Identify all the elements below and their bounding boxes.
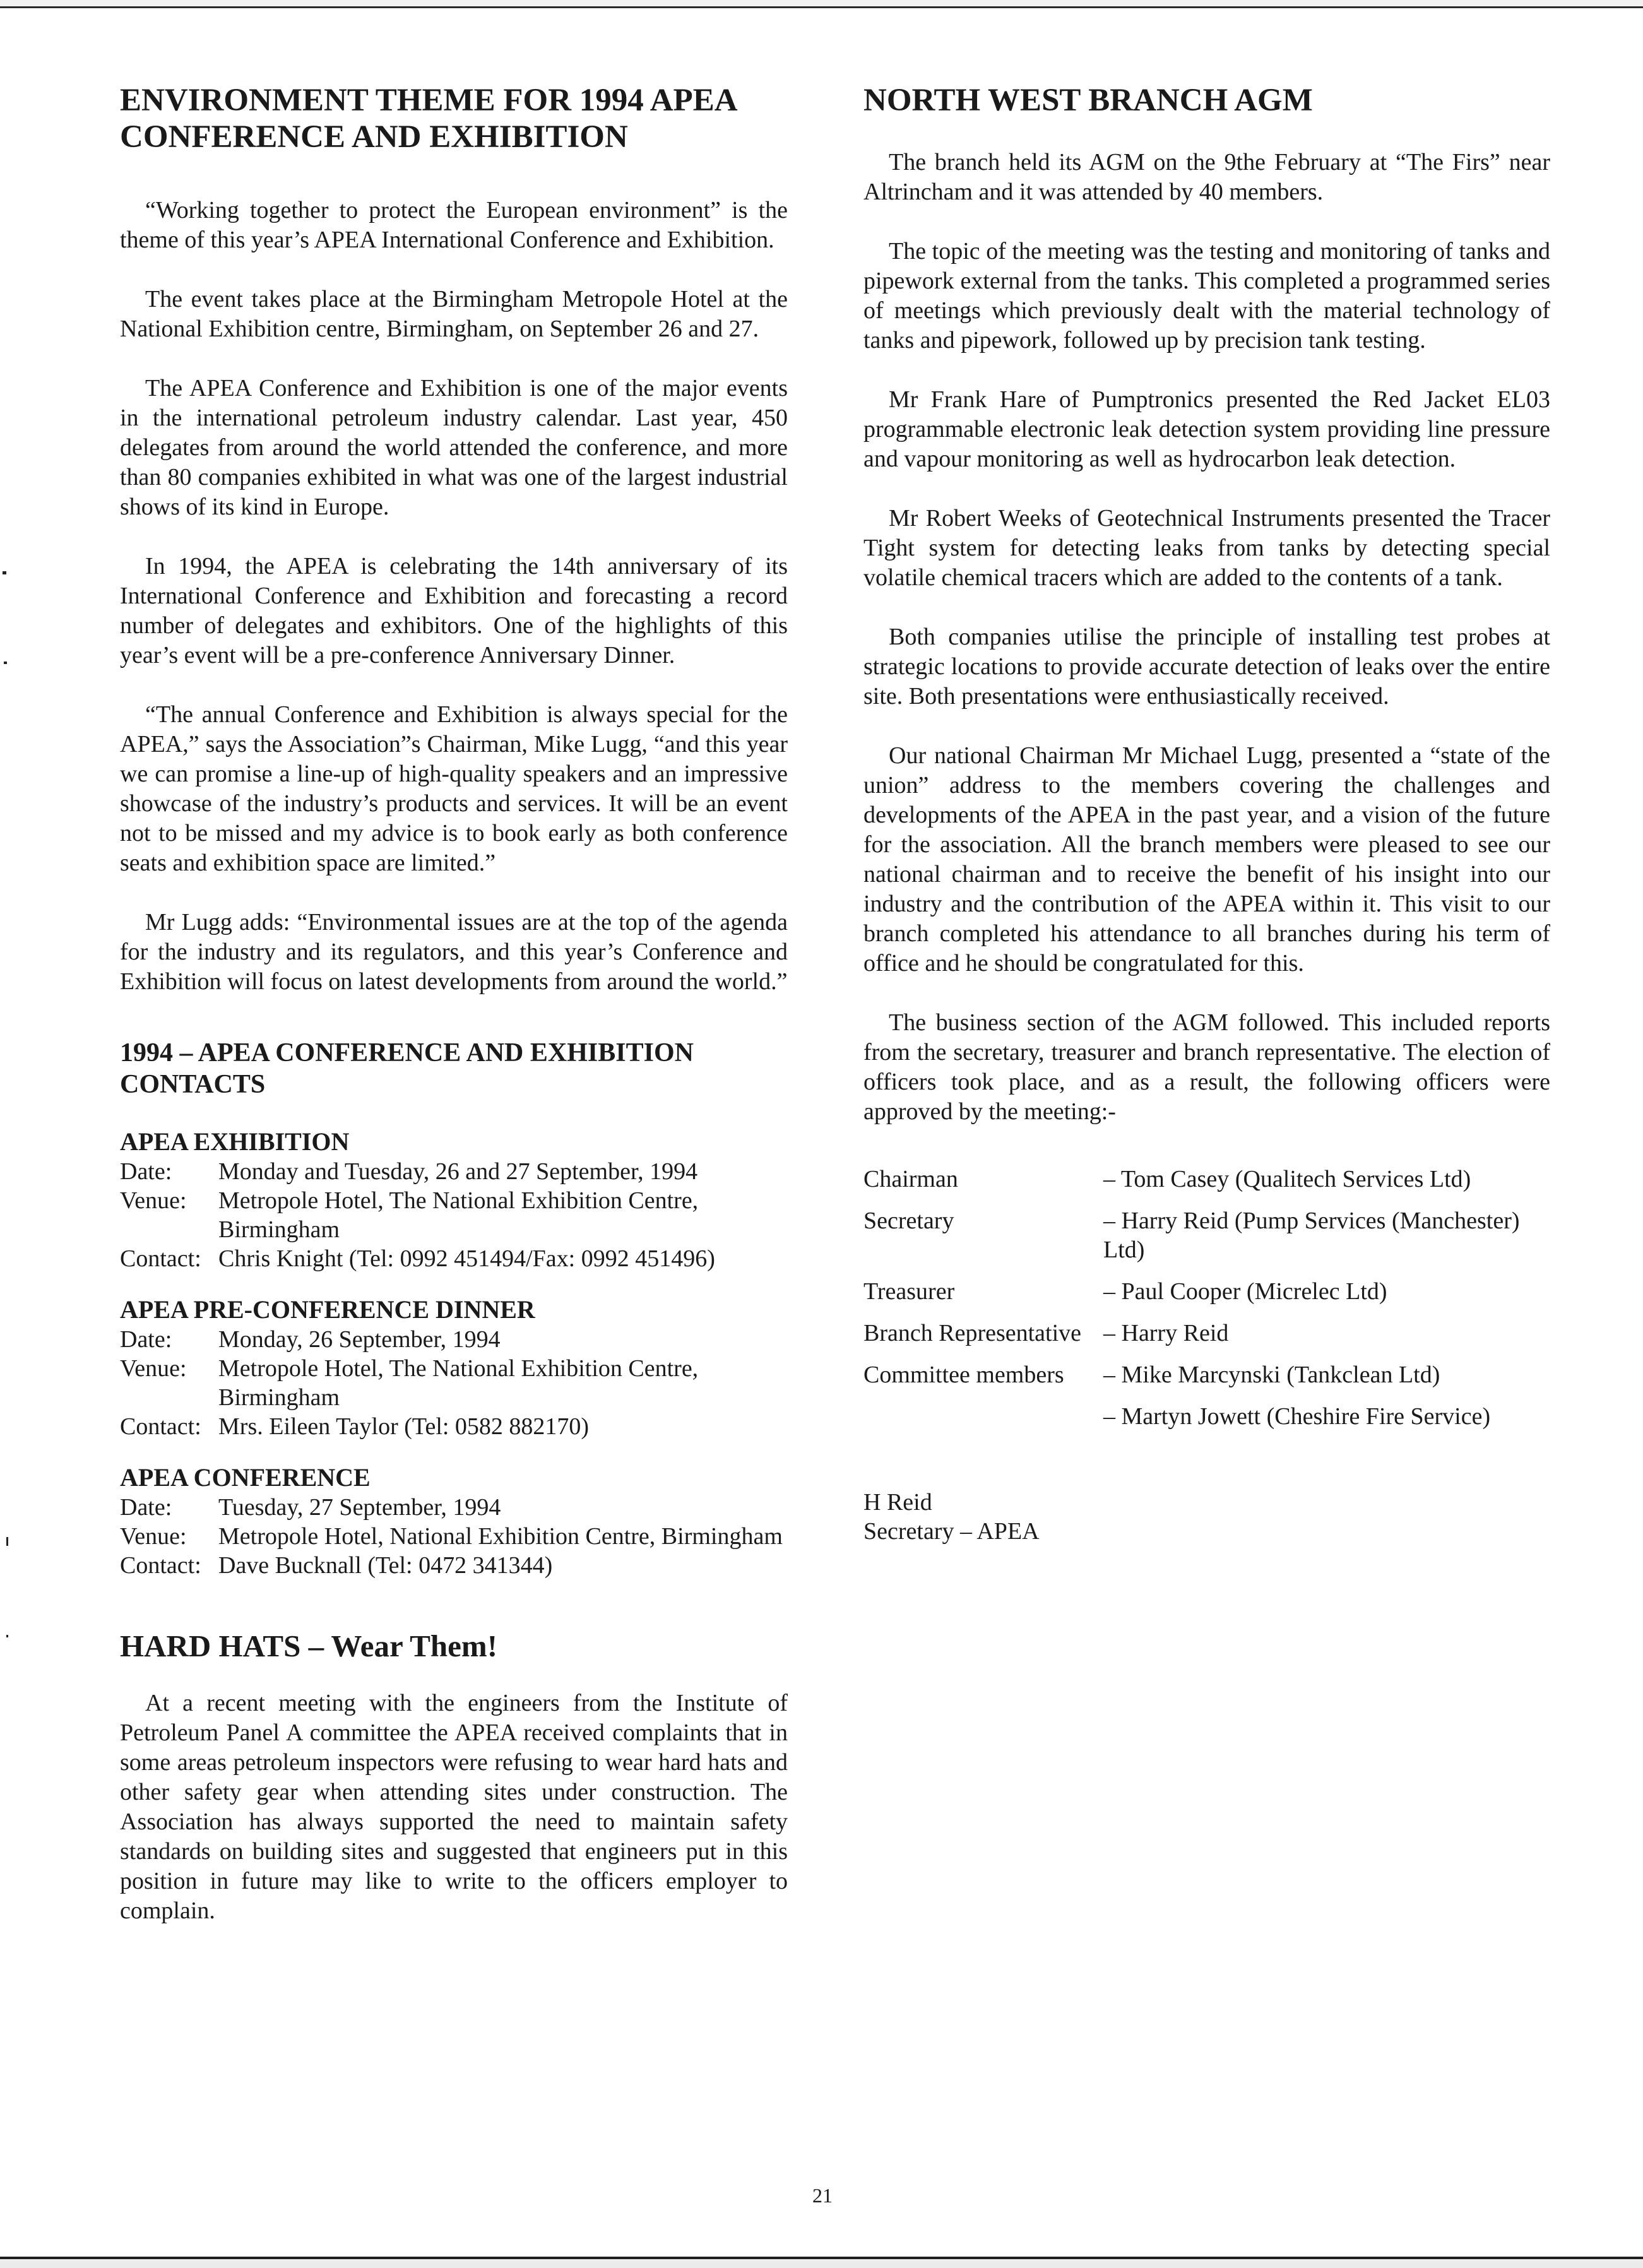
- date-value: Tuesday, 27 September, 1994: [218, 1494, 501, 1521]
- officers-list: [863, 1165, 1550, 1431]
- event-block-exhibition: [120, 1127, 788, 1273]
- event-contact-row: [120, 1551, 788, 1580]
- env-paragraph: The event takes place at the Birmingham Metropole Hotel at the National Exhibition centre, Birmingham, on September 26 and 27.: [120, 286, 788, 342]
- officer-name: – Paul Cooper (Micrelec Ltd): [1103, 1278, 1387, 1305]
- agm-paragraph: Both companies utilise the principle of installing test probes at strategic locations to provide accurate detection of leaks over the entire site. Both presentations were enthusiastically received.: [863, 624, 1550, 709]
- contacts-heading: 1994 – APEA CONFERENCE AND EXHIBITION CONTACTS: [120, 1038, 694, 1099]
- venue-value: Metropole Hotel, National Exhibition Centre, Birmingham: [218, 1523, 783, 1550]
- env-paragraph: Mr Lugg adds: “Environmental issues are at the top of the agenda for the industry and its regulators, and this year’s Conference and Exhibition will focus on latest developments from around the world.”: [120, 909, 788, 995]
- contact-value: Chris Knight (Tel: 0992 451494/Fax: 0992 451496): [218, 1245, 715, 1272]
- hard-hats-heading: HARD HATS – Wear Them!: [120, 1629, 498, 1663]
- env-paragraph: In 1994, the APEA is celebrating the 14th anniversary of its International Conference and Exhibition and forecasting a record number of delegates and exhibitors. One of the highlights of this year’s event will be a pre-conference Anniversary Dinner.: [120, 553, 788, 668]
- officer-role: [863, 1402, 1103, 1431]
- right-column: [863, 82, 1550, 1546]
- event-block-dinner: [120, 1295, 788, 1441]
- officer-role: Secretary: [863, 1208, 954, 1234]
- date-label: Date:: [120, 1158, 172, 1185]
- officer-name: – Harry Reid (Pump Services (Manchester) Ltd): [1103, 1208, 1520, 1263]
- officer-name: – Martyn Jowett (Cheshire Fire Service): [1103, 1403, 1491, 1430]
- venue-value: Metropole Hotel, The National Exhibition Centre, Birmingham: [218, 1187, 699, 1243]
- contact-value: Dave Bucknall (Tel: 0472 341344): [218, 1552, 553, 1579]
- left-column: [120, 82, 788, 1956]
- agm-paragraph: Mr Robert Weeks of Geotechnical Instruments presented the Tracer Tight system for detecting leaks from tanks by detecting special volatile chemical tracers which are added to the contents of a tank.: [863, 505, 1550, 591]
- agm-paragraph: Mr Frank Hare of Pumptronics presented the Red Jacket EL03 programmable electronic leak detection system providing line pressure and vapour monitoring as well as hydrocarbon leak detection.: [863, 386, 1550, 472]
- signoff: [863, 1488, 1550, 1546]
- scan-top-edge: [0, 0, 1643, 8]
- officer-name: – Harry Reid: [1103, 1320, 1229, 1346]
- event-title: APEA PRE-CONFERENCE DINNER: [120, 1295, 535, 1324]
- event-venue-row: [120, 1522, 788, 1551]
- date-value: Monday and Tuesday, 26 and 27 September, 1994: [218, 1158, 698, 1185]
- event-venue-row: [120, 1354, 788, 1412]
- contact-label: Contact:: [120, 1245, 201, 1272]
- north-west-branch-heading: NORTH WEST BRANCH AGM: [863, 83, 1313, 118]
- date-label: Date:: [120, 1494, 172, 1521]
- margin-mark-1: [3, 571, 6, 574]
- hard-hats-paragraph: At a recent meeting with the engineers from the Institute of Petroleum Panel A committee the APEA received complaints that in some areas petroleum inspectors were refusing to wear hard hats and other safety gear when attending sites under construction. The Association has always supported the need to maintain safety standards on building sites and suggested that engineers put in this position in future may like to write to the officers employer to complain.: [120, 1690, 788, 1924]
- officer-role: Chairman: [863, 1166, 958, 1192]
- event-date-row: [120, 1493, 788, 1522]
- env-paragraph: The APEA Conference and Exhibition is one of the major events in the international petroleum industry calendar. Last year, 450 delegates from around the world attended the conference, and more than 80 companies exhibited in what was one of the largest industrial shows of its kind in Europe.: [120, 375, 788, 520]
- margin-mark-4: [6, 1635, 8, 1637]
- margin-mark-2: [4, 662, 7, 664]
- page-number: 21: [812, 2184, 833, 2207]
- event-block-conference: [120, 1463, 788, 1580]
- event-date-row: [120, 1157, 788, 1186]
- venue-label: Venue:: [120, 1523, 187, 1550]
- officer-name: – Tom Casey (Qualitech Services Ltd): [1103, 1166, 1471, 1192]
- env-paragraph: “Working together to protect the European environment” is the theme of this year’s APEA International Conference and Exhibition.: [120, 197, 788, 253]
- contact-label: Contact:: [120, 1413, 201, 1440]
- venue-label: Venue:: [120, 1355, 187, 1382]
- event-title: APEA CONFERENCE: [120, 1463, 371, 1492]
- officer-role: Branch Representative: [863, 1320, 1082, 1346]
- venue-value: Metropole Hotel, The National Exhibition Centre, Birmingham: [218, 1355, 699, 1411]
- env-paragraph: “The annual Conference and Exhibition is always special for the APEA,” says the Association”s Chairman, Mike Lugg, “and this year we can promise a line-up of high-quality speakers and an impressive showcase of the industry’s products and services. It will be an event not to be missed and my advice is to book early as both conference seats and exhibition space are limited.”: [120, 701, 788, 876]
- contact-label: Contact:: [120, 1552, 201, 1579]
- event-date-row: [120, 1325, 788, 1354]
- event-title: APEA EXHIBITION: [120, 1127, 350, 1156]
- officer-role: Committee members: [863, 1362, 1064, 1388]
- date-label: Date:: [120, 1326, 172, 1353]
- agm-paragraph: The business section of the AGM followed. This included reports from the secretary, treasurer and branch representative. The election of officers took place, and as a result, the following officers were approved by the meeting:-: [863, 1009, 1550, 1125]
- officer-role: Treasurer: [863, 1278, 955, 1305]
- event-venue-row: [120, 1186, 788, 1244]
- agm-paragraph: The branch held its AGM on the 9the February at “The Firs” near Altrincham and it was attended by 40 members.: [863, 149, 1550, 205]
- signoff-name: H Reid: [863, 1489, 932, 1516]
- signoff-title: Secretary – APEA: [863, 1518, 1040, 1545]
- event-contact-row: [120, 1412, 788, 1441]
- contact-value: Mrs. Eileen Taylor (Tel: 0582 882170): [218, 1413, 590, 1440]
- officer-name: – Mike Marcynski (Tankclean Ltd): [1103, 1362, 1440, 1388]
- event-contact-row: [120, 1244, 788, 1273]
- date-value: Monday, 26 September, 1994: [218, 1326, 501, 1353]
- margin-mark-3: [6, 1537, 8, 1546]
- agm-paragraph: The topic of the meeting was the testing and monitoring of tanks and pipework external from the tanks. This completed a programmed series of meetings which previously dealt with the material technology of tanks and pipework, followed up by precision tank testing.: [863, 238, 1550, 353]
- venue-label: Venue:: [120, 1187, 187, 1214]
- agm-paragraph: Our national Chairman Mr Michael Lugg, presented a “state of the union” address to the members covering the challenges and developments of the APEA in the past year, and a vision of the future for the association. All the branch members were pleased to see our national chairman and to receive the benefit of his insight into our industry and the contribution of the APEA within it. This visit to our branch completed his attendance to all branches during his term of office and he should be congratulated for this.: [863, 742, 1550, 977]
- environment-theme-heading: ENVIRONMENT THEME FOR 1994 APEA CONFERENCE AND EXHIBITION: [120, 83, 736, 155]
- scan-bottom-edge: [0, 2257, 1643, 2268]
